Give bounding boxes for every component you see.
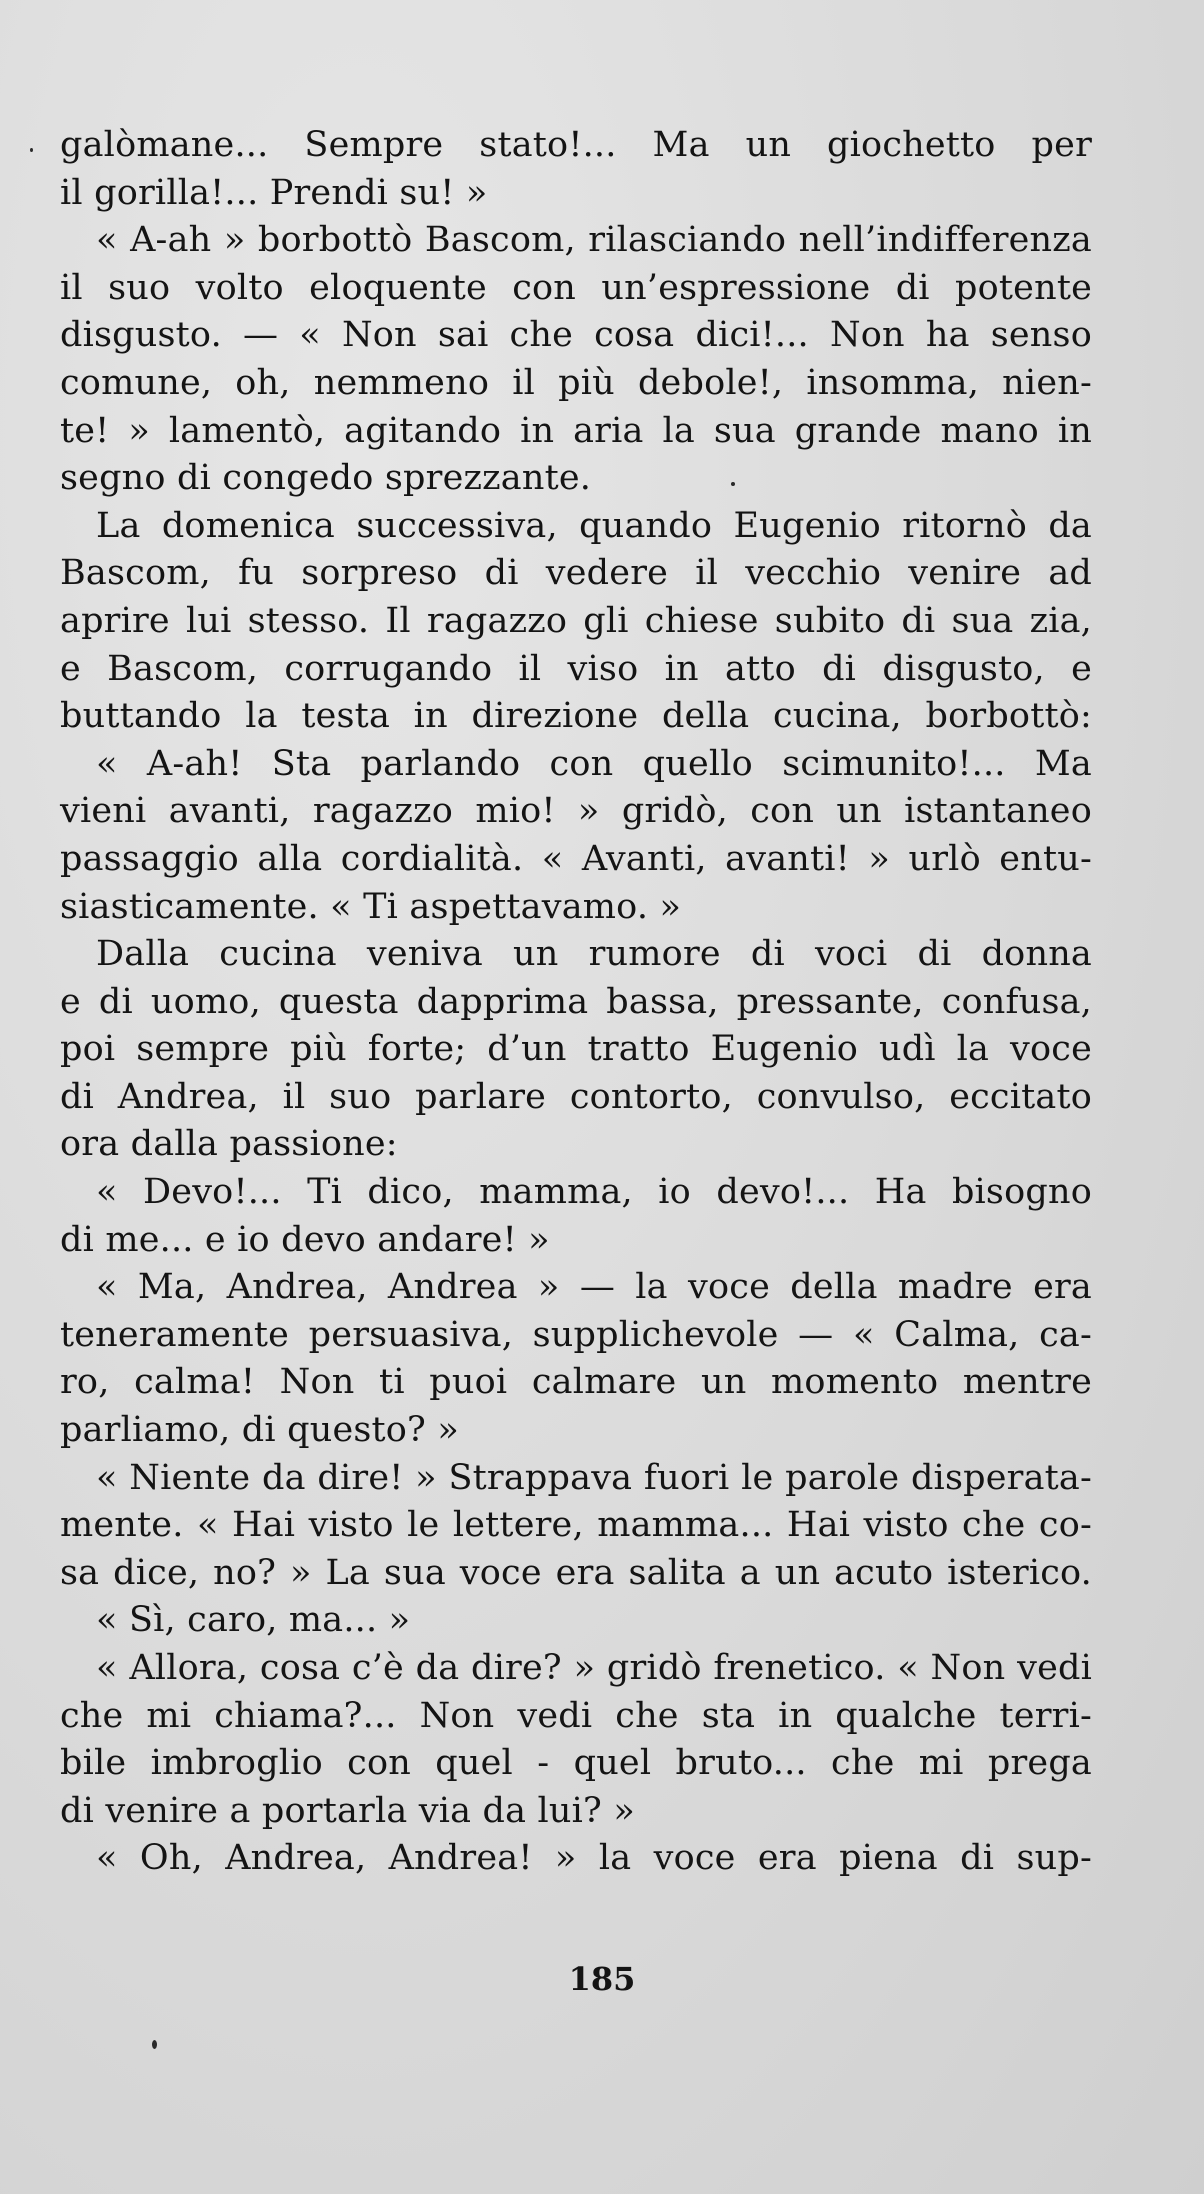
text-line: Dalla cucina veniva un rumore di voci di donna bbox=[96, 934, 1092, 975]
text-line: « Oh, Andrea, Andrea! » la voce era piena di sup- bbox=[96, 1838, 1092, 1879]
text-line: « Ma, Andrea, Andrea » — la voce della madre era bbox=[96, 1267, 1092, 1308]
text-line: di Andrea, il suo parlare contorto, convulso, eccitato bbox=[60, 1076, 1092, 1117]
text-line: e di uomo, questa dapprima bassa, pressante, confusa, bbox=[60, 981, 1092, 1022]
text-line: Bascom, fu sorpreso di vedere il vecchio venire ad bbox=[60, 553, 1092, 594]
text-line: disgusto. — « Non sai che cosa dici!... Non ha senso bbox=[60, 315, 1092, 356]
text-line: La domenica successiva, quando Eugenio ritornò da bbox=[96, 505, 1092, 546]
text-line: teneramente persuasiva, supplichevole — « Calma, ca- bbox=[60, 1314, 1092, 1355]
text-line: « Devo!... Ti dico, mamma, io devo!... Ha bisogno bbox=[96, 1172, 1092, 1213]
text-line: siasticamente. « Ti aspettavamo. » bbox=[60, 886, 682, 927]
text-line: comune, oh, nemmeno il più debole!, insomma, nien- bbox=[60, 362, 1092, 403]
text-line: galòmane... Sempre stato!... Ma un giochetto per bbox=[60, 125, 1092, 165]
text-line: vieni avanti, ragazzo mio! » gridò, con un istantaneo bbox=[60, 791, 1092, 832]
text-line: bile imbroglio con quel - quel bruto... che mi prega bbox=[60, 1743, 1092, 1784]
paper-speck bbox=[152, 2040, 157, 2049]
text-line: « A-ah » borbottò Bascom, rilasciando nell’indifferenza bbox=[96, 220, 1092, 261]
paper-speck bbox=[30, 148, 33, 152]
text-line: « Sì, caro, ma... » bbox=[96, 1600, 411, 1641]
text-line: di me... e io devo andare! » bbox=[60, 1219, 550, 1260]
text-line: il gorilla!... Prendi su! » bbox=[60, 172, 488, 213]
text-line: mente. « Hai visto le lettere, mamma... Hai visto che co- bbox=[60, 1505, 1092, 1546]
text-line: te! » lamentò, agitando in aria la sua grande mano in bbox=[60, 410, 1092, 451]
text-line: buttando la testa in direzione della cucina, borbottò: bbox=[60, 696, 1092, 737]
body-text bbox=[60, 122, 1092, 1883]
text-line: che mi chiama?... Non vedi che sta in qualche terri- bbox=[60, 1695, 1092, 1736]
text-line: e Bascom, corrugando il viso in atto di disgusto, e bbox=[60, 648, 1092, 689]
text-line: « Niente da dire! » Strappava fuori le parole disperata- bbox=[96, 1457, 1092, 1498]
text-line: ro, calma! Non ti puoi calmare un momento mentre bbox=[60, 1362, 1092, 1403]
text-line: passaggio alla cordialità. « Avanti, avanti! » urlò entu- bbox=[60, 838, 1092, 879]
text-line: aprire lui stesso. Il ragazzo gli chiese subito di sua zia, bbox=[60, 600, 1092, 641]
text-line: parliamo, di questo? » bbox=[60, 1410, 459, 1451]
page-number: 185 bbox=[568, 1960, 636, 1998]
text-line: segno di congedo sprezzante. bbox=[60, 458, 592, 499]
text-line: « A-ah! Sta parlando con quello scimunito!... Ma bbox=[96, 743, 1092, 784]
text-line: di venire a portarla via da lui? » bbox=[60, 1790, 635, 1831]
text-line: il suo volto eloquente con un’espressione di potente bbox=[60, 267, 1092, 308]
text-line: « Allora, cosa c’è da dire? » gridò frenetico. « Non vedi bbox=[96, 1648, 1092, 1688]
text-line: ora dalla passione: bbox=[60, 1124, 398, 1165]
text-line: poi sempre più forte; d’un tratto Eugenio udì la voce bbox=[60, 1029, 1092, 1070]
text-line: sa dice, no? » La sua voce era salita a un acuto isterico. bbox=[60, 1552, 1092, 1593]
